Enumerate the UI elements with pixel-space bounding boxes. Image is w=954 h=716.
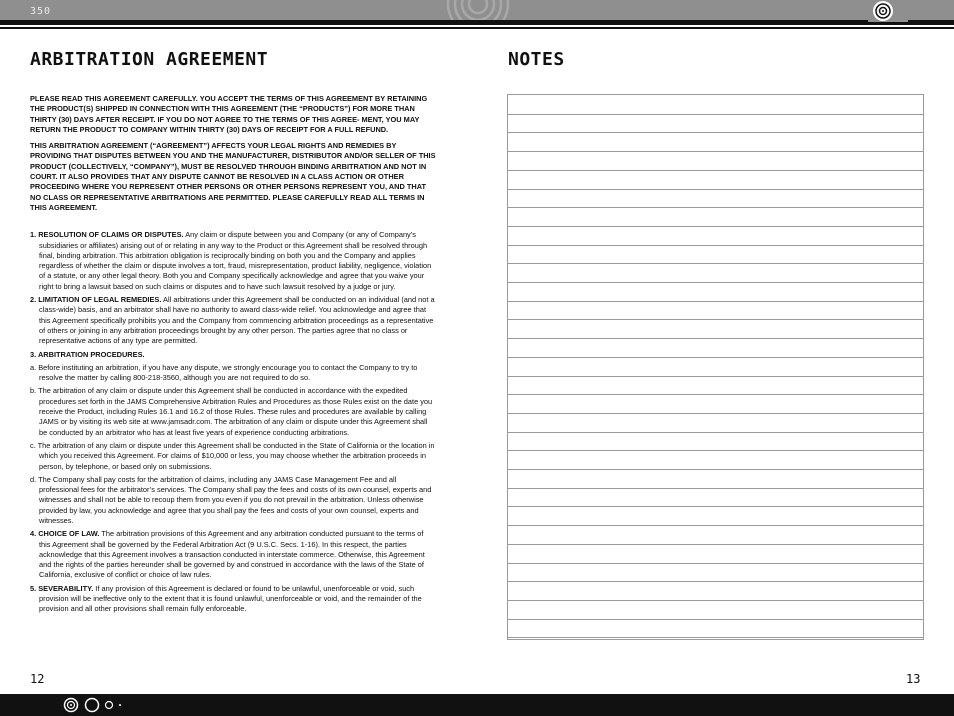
notes-rule-line bbox=[508, 282, 923, 283]
section-choice-of-law bbox=[30, 529, 436, 580]
notes-rule-line bbox=[508, 338, 923, 339]
notes-rule-line bbox=[508, 488, 923, 489]
notes-rule-line bbox=[508, 301, 923, 302]
intro-paragraph: THIS ARBITRATION AGREEMENT (“AGREEMENT”) AFFECTS YOUR LEGAL RIGHTS AND REMEDIES BY PROVIDING THAT DISPUTES BETWEEN YOU AND THE MANUFACTURER, DISTRIBUTOR AND/OR SELLER OF THIS PRODUCT (COLLECTIVELY, “COMPANY”), MUST BE RESOLVED THROUGH BINDING ARBITRATION AND NOT IN COURT. IT ALSO PROVIDES THAT ANY DISPUTE CANNOT BE RESOLVED IN A CLASS ACTION OR OTHER PROCEEDING WHERE YOU REPRESENT OTHER PERSONS OR OTHER PERSONS REPRESENT YOU, AND THAT NO CLASS OR REPRESENTATIVE ARBITRATIONS ARE PERMITTED. PLEASE CAREFULLY READ ALL TERMS IN THIS AGREEMENT. bbox=[30, 141, 436, 212]
section-resolution bbox=[30, 230, 436, 292]
notes-rule-line bbox=[508, 394, 923, 395]
notes-rule-line bbox=[508, 357, 923, 358]
notes-box bbox=[507, 94, 924, 640]
notes-rule-line bbox=[508, 319, 923, 320]
notes-rule-line bbox=[508, 114, 923, 115]
agreement-intro bbox=[30, 94, 436, 213]
section-heading: 4. CHOICE OF LAW. bbox=[30, 529, 100, 539]
section-body: If any provision of this Agreement is declared or found to be unlawful, unenforceable or void, such provision will be ineffective only to the extent that it is found unlawful, unenforceable or void, and the remainder of the provision and all other provisions shall remain fully enforceable. bbox=[39, 583, 422, 614]
procedure-item-c: c. The arbitration of any claim or dispute under this Agreement shall be conducted in the State of California or the location in which you received this Agreement. For claims of $10,000 or less, you may choose whether the arbitration proceeds in person, by telephone, or based only on submissions. bbox=[30, 440, 435, 471]
section-heading: 2. LIMITATION OF LEGAL REMEDIES. bbox=[30, 295, 162, 305]
notes-rule-line bbox=[508, 506, 923, 507]
section-heading: 3. ARBITRATION PROCEDURES. bbox=[30, 349, 145, 359]
procedure-item-a: a. Before instituting an arbitration, if you have any dispute, we strongly encourage you to contact the Company to try to resolve the matter by calling 800-218-3560, although you are not required to do so. bbox=[30, 362, 418, 383]
notes-rule-line bbox=[508, 226, 923, 227]
page-title-notes: NOTES bbox=[508, 49, 565, 70]
section-severability bbox=[30, 584, 436, 615]
notes-rule-line bbox=[508, 151, 923, 152]
header-stripe bbox=[0, 20, 954, 25]
agreement-sections bbox=[30, 230, 436, 614]
agreement-text bbox=[30, 94, 436, 618]
section-limitation bbox=[30, 295, 436, 346]
section-body: All arbitrations under this Agreement shall be conducted on an individual (and not a class-wide) basis, and an arbitrator shall have no authority to award class-wide relief. You acknowledge and agree that this Agreement specifically prohibits you and the Company from commencing arbitration proceedings as a representative of others or joining in any arbitration proceedings brought by any other person. The parties agree that no class or representative actions of any type are permitted. bbox=[39, 295, 435, 346]
notes-rule-line bbox=[508, 450, 923, 451]
notes-rule-line bbox=[508, 413, 923, 414]
notes-rule-line bbox=[508, 544, 923, 545]
page-title-arbitration: ARBITRATION AGREEMENT bbox=[30, 49, 269, 70]
notes-rule-line bbox=[508, 619, 923, 620]
notes-rule-line bbox=[508, 581, 923, 582]
section-heading: 1. RESOLUTION OF CLAIMS OR DISPUTES. bbox=[30, 230, 184, 240]
section-procedures bbox=[30, 350, 436, 360]
notes-rule-line bbox=[508, 376, 923, 377]
notes-rule-line bbox=[508, 263, 923, 264]
section-heading: 5. SEVERABILITY. bbox=[30, 583, 94, 593]
notes-rule-line bbox=[508, 469, 923, 470]
notes-rule-line bbox=[508, 245, 923, 246]
notes-rule-line bbox=[508, 207, 923, 208]
notes-rule-line bbox=[508, 600, 923, 601]
header-stripe-thin bbox=[0, 27, 954, 29]
notes-rule-line bbox=[508, 432, 923, 433]
notes-rule-line bbox=[508, 637, 923, 638]
procedure-item-d: d. The Company shall pay costs for the arbitration of claims, including any JAMS Case Management Fee and all professional fees for the arbitrator’s services. The Company shall pay the fees and costs of its own counsel, experts and witnesses and shall not be able to recoup them from you even if you do not prevail in the arbitration. Unless otherwise provided by law, you acknowledge and agree that you shall pay the fees and costs of your own counsel, experts and witnesses. bbox=[30, 474, 432, 525]
section-body: The arbitration provisions of this Agreement and any arbitration conducted pursuant to the terms of this Agreement shall be governed by the Federal Arbitration Act (9 U.S.C. Secs. 1-16). In this respect, the parties acknowledge that this Agreement involves a transaction conducted in interstate commerce. Otherwise, this Agreement and the rights of the parties hereunder shall be governed by and construed in accordance with the laws of the State of California, exclusive of conflict or choice of law rules. bbox=[39, 529, 425, 580]
page-number-left: 12 bbox=[30, 672, 45, 686]
section-body: Any claim or dispute between you and Company (or any of Company’s subsidiaries or affiliates) arising out of or relating in any way to the Product or this Agreement shall be resolved through final, binding arbitration. This arbitration obligation is reciprocally binding on both you and the Company and applies regardless of whether the claim or dispute involves a tort, fraud, misrepresentation, product liability, negligence, violation of a statute, or any other legal theory. Both you and Company specifically acknowledge and agree that you waive your right to bring a lawsuit based on such claims or disputes and to have such lawsuit resolved by a judge or jury. bbox=[39, 230, 432, 291]
notes-rule-line bbox=[508, 170, 923, 171]
page-number-right: 13 bbox=[906, 672, 921, 686]
procedure-item-b: b. The arbitration of any claim or dispute under this Agreement shall be conducted in accordance with the expedited procedures set forth in the JAMS Comprehensive Arbitration Rules and Procedures as those Rules exist on the date you receive the Product, including Rules 16.1 and 16.2 of those Rules. These rules and procedures are available by calling JAMS or by visiting its web site at www.jamsadr.com. The arbitration of any claim or dispute under this Agreement shall be conducted by an arbitrator who has at least five years of experience conducting arbitrations. bbox=[30, 386, 433, 437]
notes-rule-line bbox=[508, 189, 923, 190]
footer-band bbox=[0, 694, 954, 716]
intro-paragraph: PLEASE READ THIS AGREEMENT CAREFULLY. YOU ACCEPT THE TERMS OF THIS AGREEMENT BY RETAINING THE PRODUCT(S) SHIPPED IN CONNECTION WITH THIS AGREEMENT (THE “PRODUCTS”) FOR MORE THAN THIRTY (30) DAYS AFTER RECEIPT. IF YOU DO NOT AGREE TO THE TERMS OF THIS AGREE- MENT, YOU MAY RETURN THE PRODUCT TO COMPANY WITHIN THIRTY (30) DAYS OF RECEIPT FOR A FULL REFUND. bbox=[30, 94, 428, 134]
model-number: 350 bbox=[30, 6, 52, 17]
logo-badge-icon bbox=[868, 0, 908, 22]
notes-rule-line bbox=[508, 563, 923, 564]
footer-circles-icon bbox=[62, 697, 132, 713]
concentric-rings-icon bbox=[444, 0, 512, 22]
notes-rule-line bbox=[508, 525, 923, 526]
notes-rule-line bbox=[508, 132, 923, 133]
